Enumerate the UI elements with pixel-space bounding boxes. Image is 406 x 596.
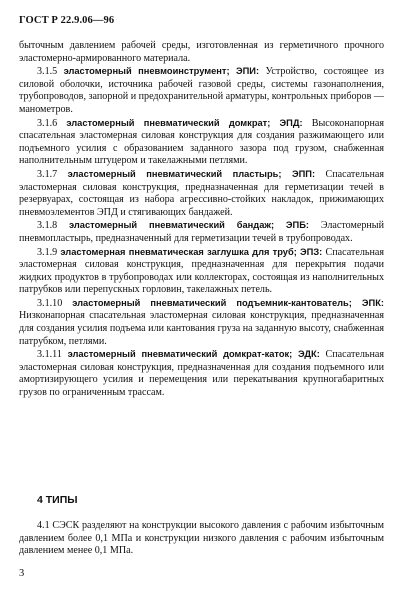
clause-number: 3.1.6 [37,117,58,129]
definition-text: Спасательная эластомерная силовая конструкция, предназначенная для создания подъемного или амортизирующего усилия и перемещения или перекатывания крупногабаритных грузов по ограниченным трассам. [19,349,385,399]
term: эластомерный пневматический бандаж; ЭПБ: [69,220,309,231]
clause-number: 3.1.8 [37,220,58,232]
term: эластомерный пневматический пластырь; ЭПП: [67,168,316,179]
clause-number: 3.1.9 [37,246,58,258]
definition-3-1-5 [19,65,384,116]
paragraph-text: быточным давлением рабочей среды, изготовленная из герметичного прочного эластомерно-армированного материала. [19,40,384,64]
page-number: 3 [19,568,25,579]
paragraph-continuation [19,40,384,65]
definition-text: Устройство, состоящее из силовой оболочки, источника рабочей газовой среды, системы газонаполнения, трубопроводов, запорной и предохранительной арматуры, контрольных приборов — манометров. [19,66,384,115]
definition-3-1-8 [19,219,384,245]
term: эластомерный пневматический подъемник-кантователь; ЭПК: [72,297,384,308]
section-title: 4 ТИПЫ [37,494,78,506]
definition-text: Эластомерный пневмопластырь, предназначенный для герметизации течей в трубопроводах. [19,220,384,244]
definition-3-1-7 [19,168,384,219]
definition-3-1-10 [19,297,384,348]
clause-number: 3.1.11 [37,349,62,361]
definition-3-1-6 [19,117,384,168]
clause-number: 3.1.7 [37,168,58,180]
term: эластомерный пневматический домкрат-каток; ЭДК: [67,349,320,360]
definitions-text [19,40,384,400]
definition-text: Высоконапорная спасательная эластомерная силовая конструкция для создания разжимающего или подъемного усилия с образованием заданного зазора под грузом, снабженная наполнительным штуцером и такелажными петлями. [19,117,384,167]
definition-text: Спасательная эластомерная силовая конструкция, предназначенная для перекрытия подачи жидких продуктов в трубопроводах или коллекторах, состоящая из наполнительных патрубков или перепускных горловин, такелажных петель. [19,246,384,296]
definition-3-1-11 [19,348,384,399]
section-body [19,520,384,558]
clause-number: 3.1.5 [37,66,58,78]
term: эластомерная пневматическая заглушка для труб; ЭПЗ: [60,246,323,257]
term: эластомерный пневматический домкрат; ЭПД: [66,117,303,128]
definition-3-1-9 [19,246,384,297]
definition-text: Низконапорная спасательная эластомерная силовая конструкция, предназначенная для создания усилия подъема или кантования груза на заданную высоту, снабженная патрубком, петлями. [19,310,384,347]
term: эластомерный пневмоинструмент; ЭПИ: [63,66,260,77]
section-paragraph: 4.1 СЭСК разделяют на конструкции высокого давления с рабочим избыточным давлением более 0,1 МПа и конструкции низкого давления с рабочим избыточным давлением менее 0,1 МПа. [19,520,384,557]
definition-text: Спасательная эластомерная силовая конструкция, предназначенная для герметизации течей в резервуарах, состоящая из набора агрессивно-стойких накладок, прижимающих пневмоэлементов ЭПД и стягивающих бандажей. [19,168,384,218]
document-header: ГОСТ Р 22.9.06—96 [19,15,115,26]
clause-number: 3.1.10 [37,297,63,309]
